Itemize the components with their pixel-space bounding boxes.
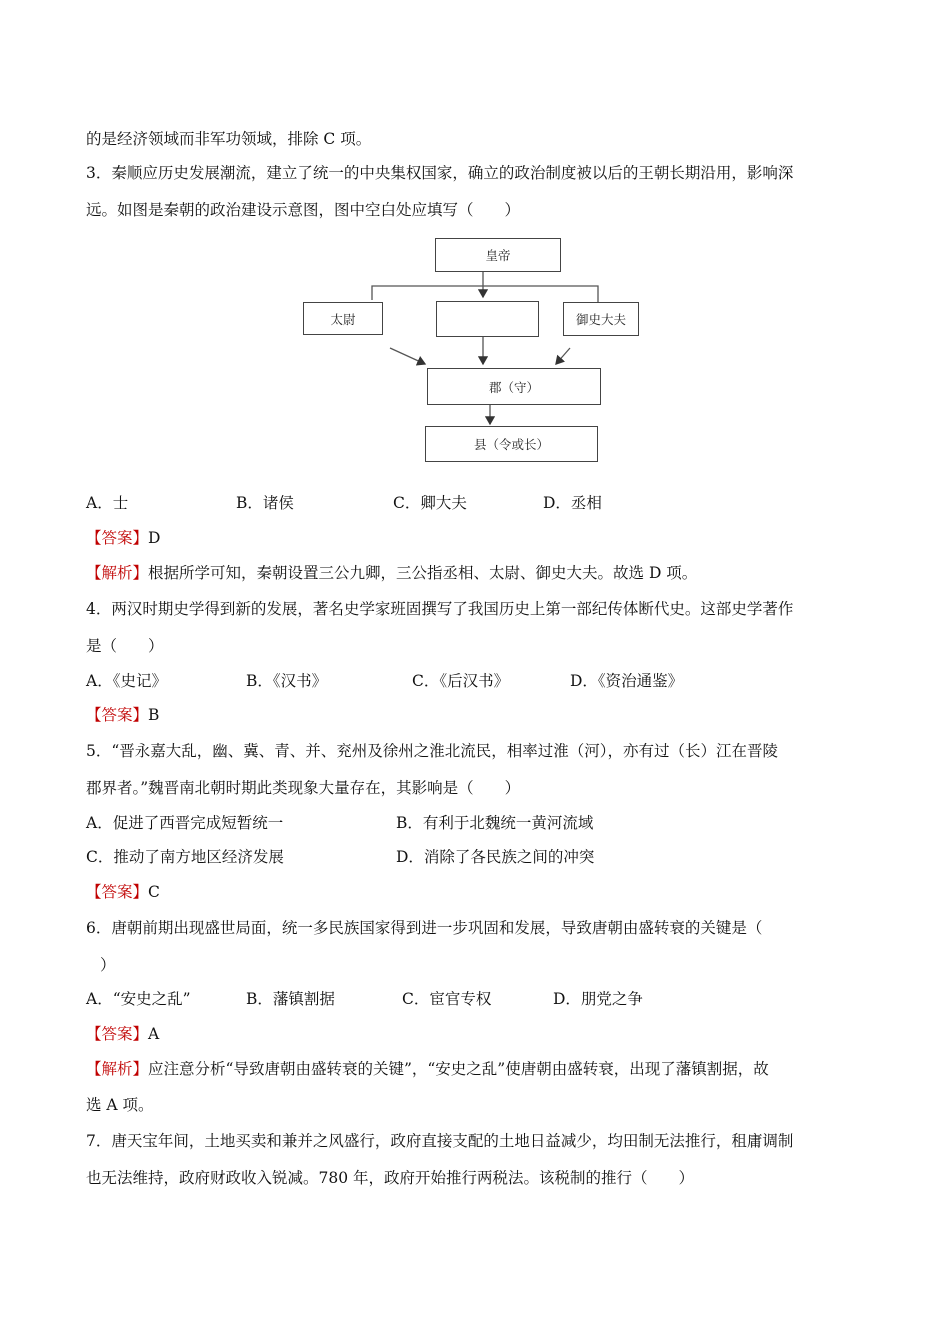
answer-value: B [148, 706, 160, 724]
question-5-stem-cont: 郡界者。”魏晋南北朝时期此类现象大量存在，其影响是（ ） [86, 779, 521, 797]
question-5-stem: 5．“晋永嘉大乱，幽、冀、青、并、兖州及徐州之淮北流民，相率过淮（河），亦有过（长）江在晋陵 [86, 742, 779, 760]
taiwei-box [303, 302, 383, 335]
answer-value: A [148, 1025, 160, 1043]
xian-label: 县（令或长） [473, 437, 549, 452]
analysis-tag: 【解析】 [86, 564, 149, 582]
answer-value: C [148, 883, 160, 901]
q6-answer [86, 1023, 159, 1045]
answer-value: D [148, 529, 161, 547]
question-6-stem-cont: ） [100, 956, 116, 974]
analysis-tag: 【解析】 [86, 1060, 149, 1078]
q3-option-a: A．士 [86, 494, 129, 512]
arrow-yushi-jun [556, 348, 570, 364]
yushi-label: 御史大夫 [575, 312, 626, 327]
q6-option-d: D．朋党之争 [553, 990, 643, 1008]
analysis-text: 应注意分析“导致唐朝由盛转衰的关键”，“安史之乱”使唐朝由盛转衰，出现了藩镇割据，故 [148, 1060, 769, 1078]
question-4-stem: 4．两汉时期史学得到新的发展，著名史学家班固撰写了我国历史上第一部纪传体断代史。这部史学著作 [86, 600, 794, 618]
q4-option-a: A．《史记》 [86, 672, 167, 690]
jun-label: 郡（守） [488, 379, 539, 395]
q5-answer [86, 881, 160, 903]
q5-option-b: B．有利于北魏统一黄河流域 [396, 814, 594, 832]
q3-answer [86, 527, 160, 549]
q6-analysis [86, 1058, 769, 1080]
q6-option-a: A．“安史之乱” [86, 990, 191, 1008]
xian-box [425, 426, 598, 462]
analysis-text: 根据所学可知，秦朝设置三公九卿，三公指丞相、太尉、御史大夫。故选 D 项。 [148, 564, 698, 582]
q3-analysis [86, 562, 697, 584]
answer-tag: 【答案】 [86, 529, 149, 547]
question-4-stem-cont: 是（ ） [86, 637, 164, 655]
q6-option-b: B．藩镇割据 [246, 990, 335, 1008]
arrow-taiwei-jun [390, 348, 425, 364]
q4-option-d: D．《资治通鉴》 [570, 672, 684, 690]
jun-box [427, 368, 601, 405]
emperor-label: 皇帝 [485, 248, 511, 263]
taiwei-label: 太尉 [330, 311, 356, 327]
answer-tag: 【答案】 [86, 883, 149, 901]
yushi-box [563, 302, 639, 336]
answer-tag: 【答案】 [86, 706, 149, 724]
blank-box [436, 301, 539, 337]
question-7-stem-cont: 也无法维持，政府财政收入锐减。780 年，政府开始推行两税法。该税制的推行（ ） [86, 1169, 695, 1187]
q3-option-b: B．诸侯 [236, 494, 294, 512]
q3-option-c: C．卿大夫 [393, 494, 467, 512]
q6-analysis-cont: 选 A 项。 [86, 1096, 154, 1114]
bracket-taiwei-yushi [372, 286, 598, 302]
question-3-stem: 3．秦顺应历史发展潮流，建立了统一的中央集权国家，确立的政治制度被以后的王朝长期沿用，影响深 [86, 164, 794, 182]
q5-option-d: D．消除了各民族之间的冲突 [396, 848, 595, 866]
answer-tag: 【答案】 [86, 1025, 149, 1043]
emperor-box [435, 238, 561, 272]
q4-answer [86, 704, 159, 726]
question-7-stem: 7．唐天宝年间，土地买卖和兼并之风盛行，政府直接支配的土地日益减少，均田制无法推行，租庸调制 [86, 1132, 794, 1150]
question-6-stem: 6．唐朝前期出现盛世局面，统一多民族国家得到进一步巩固和发展，导致唐朝由盛转衰的关键是（ [86, 919, 763, 937]
continued-analysis-text: 的是经济领域而非军功领域，排除 C 项。 [86, 130, 372, 148]
q5-option-c: C．推动了南方地区经济发展 [86, 848, 284, 866]
q6-option-c: C．宦官专权 [402, 990, 492, 1008]
q4-option-b: B．《汉书》 [246, 672, 328, 690]
q3-option-d: D．丞相 [543, 494, 602, 512]
question-3-stem-cont: 远。如图是秦朝的政治建设示意图，图中空白处应填写（ ） [86, 201, 521, 219]
q5-option-a: A．促进了西晋完成短暂统一 [86, 814, 284, 832]
q4-option-c: C．《后汉书》 [412, 672, 510, 690]
